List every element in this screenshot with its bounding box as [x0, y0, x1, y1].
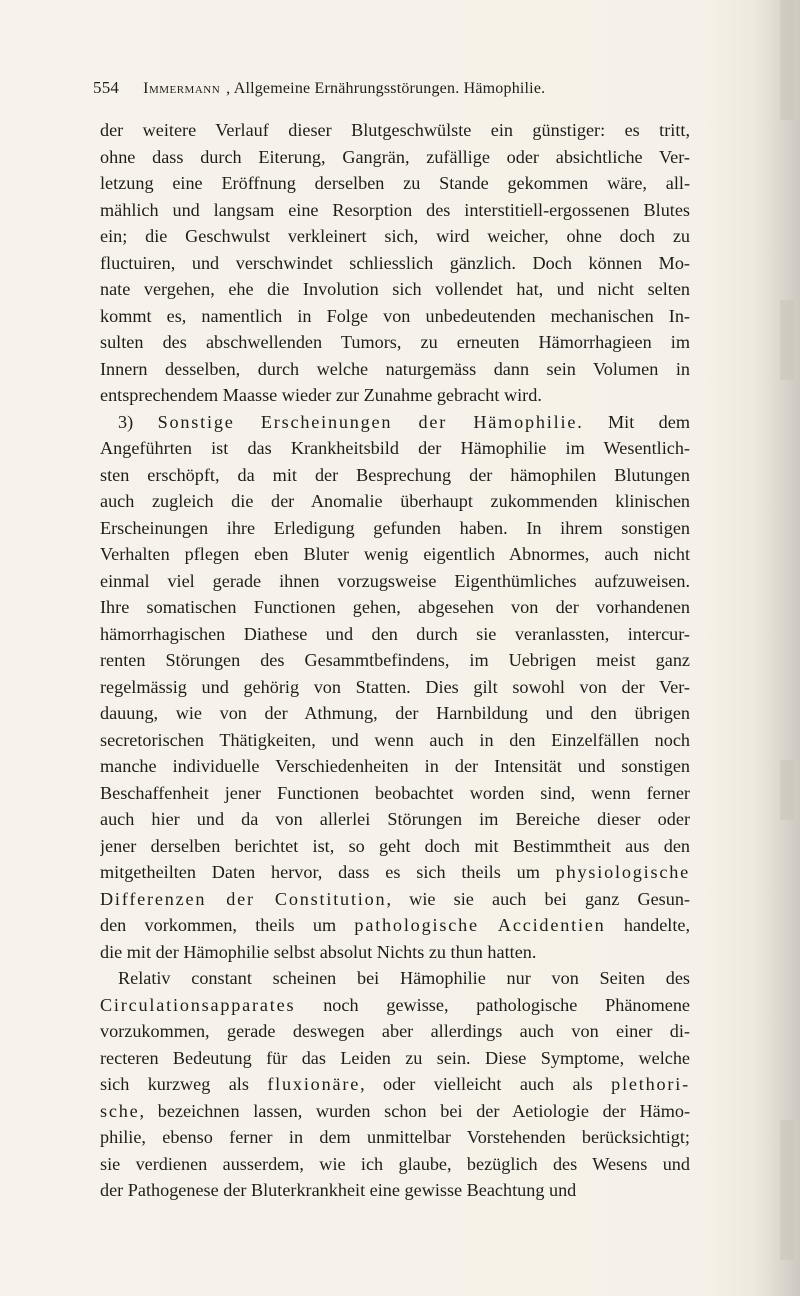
section-heading-line: [100, 409, 690, 436]
text-line: manche individuelle Verschiedenheiten in der Intensität und sonstigen: [100, 756, 690, 776]
text-line: [100, 912, 690, 939]
text-line: ohne dass durch Eiterung, Gangrän, zufällige oder absichtliche Ver-: [100, 146, 690, 167]
text-line: [100, 1098, 690, 1125]
text-line: Beschaffenheit jener Functionen beobachtet worden sind, wenn ferner: [100, 782, 690, 803]
text-line: jener derselben berichtet ist, so geht doch mit Bestimmtheit aus den: [100, 835, 690, 856]
text-line: letzung eine Eröffnung derselben zu Stande gekommen wäre, all-: [100, 173, 690, 193]
text-line: kommt es, namentlich in Folge von unbedeutenden mechanischen In-: [100, 305, 690, 326]
section-heading: Sonstige Erscheinungen der Hämophilie.: [157, 411, 584, 432]
text-line: mählich und langsam eine Resorption des interstitiell-ergossenen Blutes: [100, 199, 690, 220]
text-line: sulten des abschwellenden Tumors, zu erneuten Hämorrhagieen im: [100, 332, 690, 352]
text-fragment: noch gewisse, pathologische Phänomene: [295, 994, 690, 1015]
text-fragment: sich kurzweg als: [100, 1074, 268, 1094]
text-line: hämorrhagischen Diathese und den durch sie veranlassten, intercur-: [100, 623, 690, 644]
page-edge-shadow: [754, 0, 800, 1296]
text-line: regelmässig und gehörig von Statten. Dies gilt sowohl von der Ver-: [100, 676, 690, 697]
text-fragment: mitgetheilten Daten hervor, dass es sich theils um: [100, 862, 556, 882]
text-line: recteren Bedeutung für das Leiden zu sein. Diese Symptome, welche: [100, 1047, 690, 1068]
text-fragment: Mit dem: [583, 411, 690, 432]
text-line: dauung, wie von der Athmung, der Harnbildung und den übrigen: [100, 703, 690, 723]
emphasis-text: plethori-: [611, 1074, 690, 1094]
text-line: der weitere Verlauf dieser Blutgeschwülste ein günstiger: es tritt,: [100, 120, 690, 140]
text-line: [100, 886, 690, 913]
text-line: Ihre somatischen Functionen gehen, abgesehen von der vorhandenen: [100, 597, 690, 617]
text-fragment: den vorkommen, theils um: [100, 915, 355, 935]
text-line: der Pathogenese der Bluterkrankheit eine gewisse Beachtung und: [100, 1180, 577, 1200]
text-fragment: , wie sie auch bei ganz Gesun-: [386, 888, 690, 909]
text-line: entsprechendem Maasse wieder zur Zunahme gebracht wird.: [100, 385, 542, 405]
body-text: [100, 117, 690, 1204]
running-header: [93, 78, 693, 106]
text-line: einmal viel gerade ihnen vorzugsweise Eigenthümliches aufzuweisen.: [100, 570, 690, 591]
emphasis-text: sche: [100, 1100, 140, 1121]
emphasis-text: pathologische Accidentien: [354, 915, 606, 935]
text-line: Relativ constant scheinen bei Hämophilie nur von Seiten des: [118, 968, 690, 988]
emphasis-text: Circulationsapparates: [100, 994, 296, 1015]
text-line: Innern desselben, durch welche naturgemäss dann sein Volumen in: [100, 358, 690, 379]
text-line: Verhalten pflegen eben Bluter wenig eigentlich Abnormes, auch nicht: [100, 544, 690, 564]
text-line: die mit der Hämophilie selbst absolut Nichts zu thun hatten.: [100, 941, 537, 962]
header-author: Immermann: [143, 80, 221, 97]
emphasis-text: fluxionäre: [267, 1074, 361, 1094]
text-line: ein; die Geschwulst verkleinert sich, wird weicher, ohne doch zu: [100, 226, 690, 246]
section-number: 3): [118, 411, 158, 432]
text-line: renten Störungen des Gesammtbefindens, im Uebrigen meist ganz: [100, 650, 690, 670]
paragraph-3: [100, 965, 690, 1204]
text-fragment: , bezeichnen lassen, wurden schon bei der Aetiologie der Hämo-: [139, 1100, 690, 1121]
text-line: Angeführten ist das Krankheitsbild der Hämophilie im Wesentlich-: [100, 438, 690, 458]
paragraph-1: [100, 117, 690, 409]
page-number: 554: [93, 78, 120, 97]
text-line: philie, ebenso ferner in dem unmittelbar Vorstehenden berücksichtigt;: [100, 1127, 690, 1147]
text-line: Erscheinungen ihre Erledigung gefunden haben. In ihrem sonstigen: [100, 517, 690, 538]
text-line: [100, 1071, 690, 1098]
text-line: secretorischen Thätigkeiten, und wenn auch in den Einzelfällen noch: [100, 729, 690, 750]
text-line: vorzukommen, gerade deswegen aber allerdings auch von einer di-: [100, 1021, 690, 1041]
text-line: fluctuiren, und verschwindet schliesslich gänzlich. Doch können Mo-: [100, 252, 690, 273]
paragraph-2: [100, 409, 690, 966]
emphasis-text: Differenzen der Constitution: [100, 888, 387, 909]
text-line: sten erschöpft, da mit der Besprechung der hämophilen Blutungen: [100, 464, 690, 485]
header-title: , Allgemeine Ernährungsstörungen. Hämophilie.: [226, 80, 546, 97]
text-line: sie verdienen ausserdem, wie ich glaube, bezüglich des Wesens und: [100, 1153, 690, 1174]
text-line: auch hier und da von allerlei Störungen im Bereiche dieser oder: [100, 809, 690, 829]
text-fragment: , oder vielleicht auch als: [360, 1074, 612, 1094]
text-line: nate vergehen, ehe die Involution sich vollendet hat, und nicht selten: [100, 279, 690, 299]
text-line: [100, 859, 690, 886]
text-line: auch zugleich die der Anomalie überhaupt zukommenden klinischen: [100, 491, 690, 511]
text-line: [100, 992, 690, 1019]
emphasis-text: physiologische: [555, 862, 690, 882]
text-fragment: handelte,: [605, 915, 690, 935]
